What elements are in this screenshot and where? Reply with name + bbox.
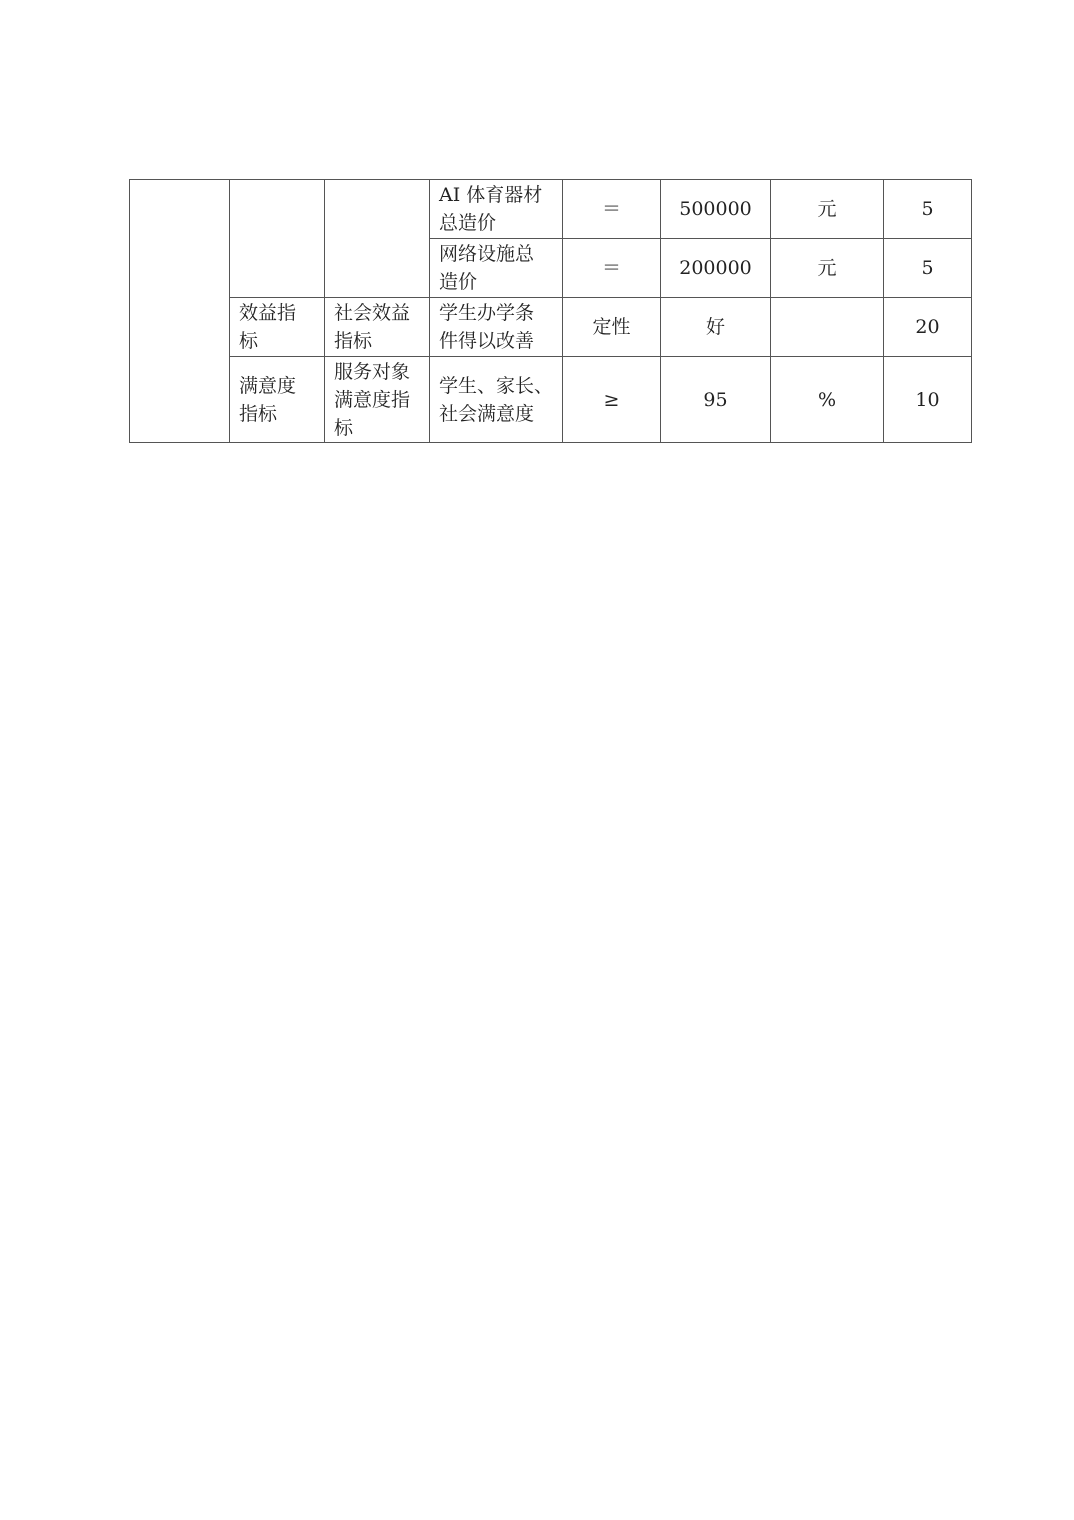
table-cell-value: 95 (661, 357, 771, 443)
table-cell-value: 500000 (661, 180, 771, 239)
table-cell-score: 10 (884, 357, 972, 443)
performance-indicator-table (129, 179, 972, 443)
table-cell-operator: ≥ (563, 357, 661, 443)
table-cell-value: 200000 (661, 239, 771, 298)
table-cell-score: 20 (884, 298, 972, 357)
table-cell-level1: 效益指 标 (230, 298, 325, 357)
table-cell-operator: ＝ (563, 180, 661, 239)
table-cell-unit: 元 (771, 180, 884, 239)
table-cell-unit: % (771, 357, 884, 443)
table-cell-score: 5 (884, 180, 972, 239)
table-cell-value: 好 (661, 298, 771, 357)
table-cell-level2 (325, 180, 430, 298)
table-cell-indicator: 学生办学条 件得以改善 (430, 298, 563, 357)
table-cell-score: 5 (884, 239, 972, 298)
table-cell-operator: 定性 (563, 298, 661, 357)
table-cell-level2: 服务对象 满意度指 标 (325, 357, 430, 443)
table-cell-operator: ＝ (563, 239, 661, 298)
table-cell-indicator: 学生、家长、 社会满意度 (430, 357, 563, 443)
table-cell-indicator: AI 体育器材 总造价 (430, 180, 563, 239)
table-row (130, 298, 972, 357)
table-cell-level1: 满意度 指标 (230, 357, 325, 443)
table-cell-level2: 社会效益 指标 (325, 298, 430, 357)
table-cell-indicator: 网络设施总 造价 (430, 239, 563, 298)
table-row (130, 180, 972, 239)
table-cell-level1 (230, 180, 325, 298)
table-cell-category (130, 180, 230, 443)
table-cell-unit (771, 298, 884, 357)
table-row (130, 357, 972, 443)
table-cell-unit: 元 (771, 239, 884, 298)
